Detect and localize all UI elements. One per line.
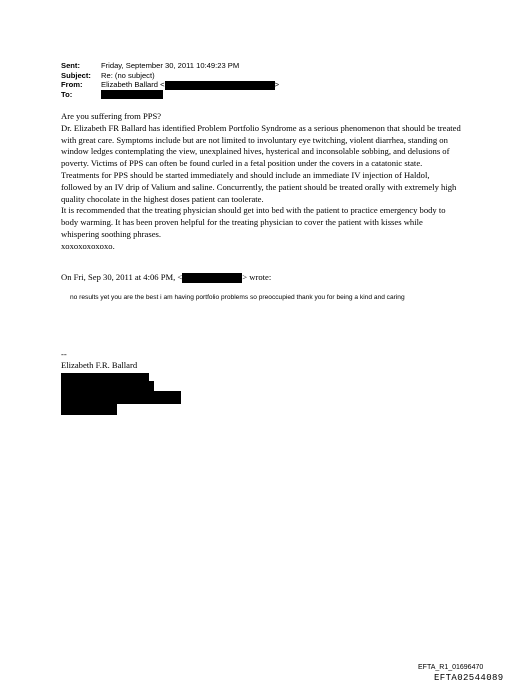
to-row <box>61 90 279 100</box>
signature-name: Elizabeth F.R. Ballard <box>61 360 138 370</box>
subject-row <box>61 71 279 81</box>
email-body <box>61 111 461 253</box>
redaction-block <box>165 81 275 90</box>
from-value <box>101 80 279 90</box>
sent-row <box>61 61 279 71</box>
from-label: From: <box>61 80 83 90</box>
subject-label: Subject: <box>61 70 91 80</box>
redaction-block <box>101 90 163 99</box>
reply-attribution <box>61 272 271 283</box>
wrote-prefix: On Fri, Sep 30, 2011 at 4:06 PM, < <box>61 272 183 282</box>
from-open-bracket: < <box>160 80 165 90</box>
from-name: Elizabeth Ballard <box>101 80 158 90</box>
sent-label: Sent: <box>61 61 80 70</box>
to-label: To: <box>61 89 73 99</box>
body-paragraph: Dr. Elizabeth FR Ballard has identified Problem Portfolio Syndrome as a serious phenomenon that should be treated with great care. Symptoms include but are not limited to involuntary eye twitching, violent diarrhea, standing on window ledges contemplating the view, unexplained hives, hysterical and inconsolable sobbing, and delusions of poverty. Victims of PPS can often be found curled in a fetal position under the covers in a catatonic state. <box>61 122 461 169</box>
document-reference: EFTA_R1_01696470 <box>418 664 484 671</box>
email-header <box>61 61 279 99</box>
body-paragraph: Are you suffering from PPS? <box>61 111 162 121</box>
body-paragraph: It is recommended that the treating physician should get into bed with the patient to practice emergency body to body warming. It has been proven helpful for the treating physician to cover the patient with kisses while whispering soothing phrases. <box>61 205 446 239</box>
subject-value: Re: (no subject) <box>101 70 155 80</box>
signature-separator: -- <box>61 349 67 359</box>
redaction-block <box>182 273 242 283</box>
quoted-message: no results yet you are the best i am having portfolio problems so preoccupied thank you for being a kind and caring <box>70 294 405 301</box>
from-close-bracket: > <box>274 80 279 90</box>
bates-number: EFTA02544089 <box>434 673 504 683</box>
redaction-block <box>61 381 154 391</box>
from-row <box>61 80 279 90</box>
wrote-suffix: > wrote: <box>242 272 272 282</box>
to-value <box>101 90 163 100</box>
sent-value: Friday, September 30, 2011 10:49:23 PM <box>101 61 240 70</box>
body-paragraph: Treatments for PPS should be started immediately and should include an immediate IV injection of Haldol, followed by an IV drip of Valium and saline. Concurrently, the patient should be treated orally with extremely high quality chocolate in the highest doses patient can toolerate. <box>61 169 457 204</box>
redaction-block <box>61 403 117 415</box>
body-paragraph: xoxoxoxoxoxo. <box>61 240 115 251</box>
